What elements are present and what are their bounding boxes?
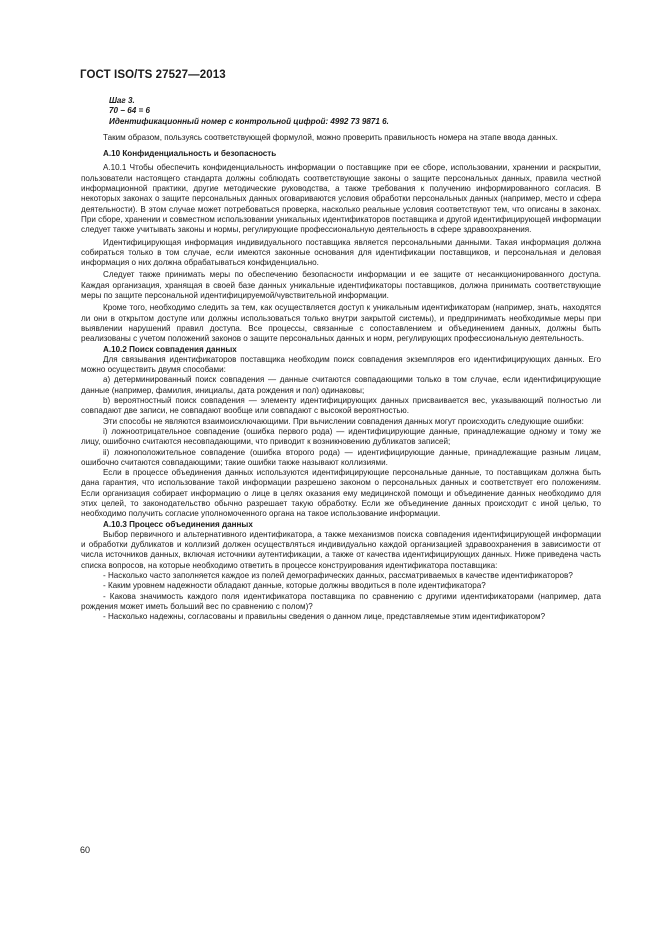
page-number: 60 xyxy=(80,845,91,855)
paragraph-a10-1: А.10.1 Чтобы обеспечить конфиденциальность информации о поставщике при ее сборе, использовании, хранении и раскрытии, пользователи настоящего стандарта должны соблюдать соответствующие законы о защите персональных данных, правила честной информационной практики, другие методические руководства, а также требования к получению информированного согласия. В некоторых законах о защите персональных данных оговариваются условия обработки персональных данных (например, место и сфера деятельности). В этом случае может потребоваться проверка, насколько реальные условия соответствуют тем, что описаны в законах. При сборе, хранении и совместном использовании уникальных идентификаторов поставщика и другой идентифицирующей информации следует также учитывать законы и нормы, регулирующие профессиональную деятельность в сфере здравоохранения. xyxy=(81,163,601,235)
section-heading-a10-3: А.10.3 Процесс объединения данных xyxy=(103,519,253,529)
paragraph-access-monitoring: Кроме того, необходимо следить за тем, как осуществляется доступ к уникальным идентификаторам (например, знать, находятся ли они в открытом доступе или должны использоваться только внутри закрытой системы), и предпринимать необходимые меры при выявлении нарушений правил доступа. Все процессы, связанные с сопоставлением и объединением данных, должны быть реализованы с учетом положений законов о защите персональных данных и норм, регулирующих профессиональную деятельность. xyxy=(81,303,601,344)
step-id-line: Идентификационный номер с контрольной цифрой: 4992 73 9871 6. xyxy=(109,116,389,126)
paragraph-a10-2-intro: Для связывания идентификаторов поставщика необходим поиск совпадения экземпляров его идентифицирующих данных. Его можно осуществить двумя способами: xyxy=(81,354,601,375)
section-heading-a10: А.10 Конфиденциальность и безопасность xyxy=(103,149,277,159)
document-header: ГОСТ ISO/TS 27527—2013 xyxy=(80,69,226,81)
list-item-error-i: i) ложноотрицательное совпадение (ошибка первого рода) — идентифицирующие данные, принадлежащие одному и тому же лицу, ошибочно считаются несовпадающими, что приводит к возникновению дубликатов записей; xyxy=(81,426,601,447)
section-heading-a10-2: А.10.2 Поиск совпадения данных xyxy=(103,344,237,354)
paragraph-security-measures: Следует также принимать меры по обеспечению безопасности информации и ее защите от несанкционированного доступа. Каждая организация, хранящая в своей базе данных уникальные идентификаторы поставщиков, должна принимать соответствующие меры по защите персональной идентифицируемой/чувствительной информации. xyxy=(81,270,601,301)
question-1: - Насколько часто заполняется каждое из полей демографических данных, рассматриваемых в качестве идентификаторов? xyxy=(103,571,573,581)
step-calculation: 70 − 64 = 6 xyxy=(109,106,150,116)
paragraph-merge-guarantee: Если в процессе объединения данных используются идентифицирующие персональные данные, то поставщикам должна быть дана гарантия, что использование такой информации разрешено законом о персональных данных и соответствует его положениям. Если организация собирает информацию о лице в целях оказания ему медицинской помощи и объединение данных необходимо для этих целей, то законодательство обычно разрешает такую обработку. Если же объединение данных происходит с иной целью, то необходимо получить согласие уполномоченного органа на такое использование информации. xyxy=(81,468,601,519)
paragraph-conclusion: Таким образом, пользуясь соответствующей формулой, можно проверить правильность номера на этапе ввода данных. xyxy=(103,132,558,142)
document-body xyxy=(81,96,601,623)
step-label: Шаг 3. xyxy=(109,96,135,105)
paragraph-identifying-info: Идентифицирующая информация индивидуального поставщика является персональными данными. Такая информация должна собираться только в том случае, если имеются законные основания для идентификации поставщиков, и персональная и деловая информация о них должна обрабатываться конфиденциально. xyxy=(81,237,601,268)
list-item-error-ii: ii) ложноположительное совпадение (ошибка второго рода) — идентифицирующие данные, принадлежащие разным лицам, ошибочно считаются совпадающими; такие ошибки также называют коллизиями. xyxy=(81,447,601,467)
question-3: - Какова значимость каждого поля идентификатора поставщика по сравнению с другими идентификаторами (например, дата рождения может иметь больший вес по сравнению с полом)? xyxy=(81,591,601,611)
paragraph-a10-3-intro: Выбор первичного и альтернативного идентификатора, а также механизмов поиска совпадения идентифицирующей информации и обработки дубликатов и коллизий должен осуществляться индивидуально каждой организацией здравоохранения в зависимости от числа источников данных, включая источники аутентификации, а также от качества идентифицирующих данных. Ниже приведена часть списка вопросов, на которые необходимо ответить в процессе конструирования идентификатора поставщика: xyxy=(81,529,601,570)
paragraph-methods-note: Эти способы не являются взаимоисключающими. При вычислении совпадения данных могут происходить следующие ошибки: xyxy=(103,416,584,426)
list-item-a: а) детерминированный поиск совпадения — данные считаются совпадающими только в том случае, если идентифицирующие данные (например, фамилия, инициалы, дата рождения и пол) одинаковы; xyxy=(81,375,601,395)
question-4: - Насколько надежны, согласованы и правильны сведения о данном лице, представляемые этим идентификатором? xyxy=(103,612,546,622)
question-2: - Каким уровнем надежности обладают данные, которые должны вводиться в поле идентификатора? xyxy=(103,581,486,591)
list-item-b: b) вероятностный поиск совпадения — элементу идентифицирующих данных присваивается вес, указывающий полностью ли совпадают две записи, не совпадают вообще или совпадают с высокой вероятностью. xyxy=(81,396,601,416)
